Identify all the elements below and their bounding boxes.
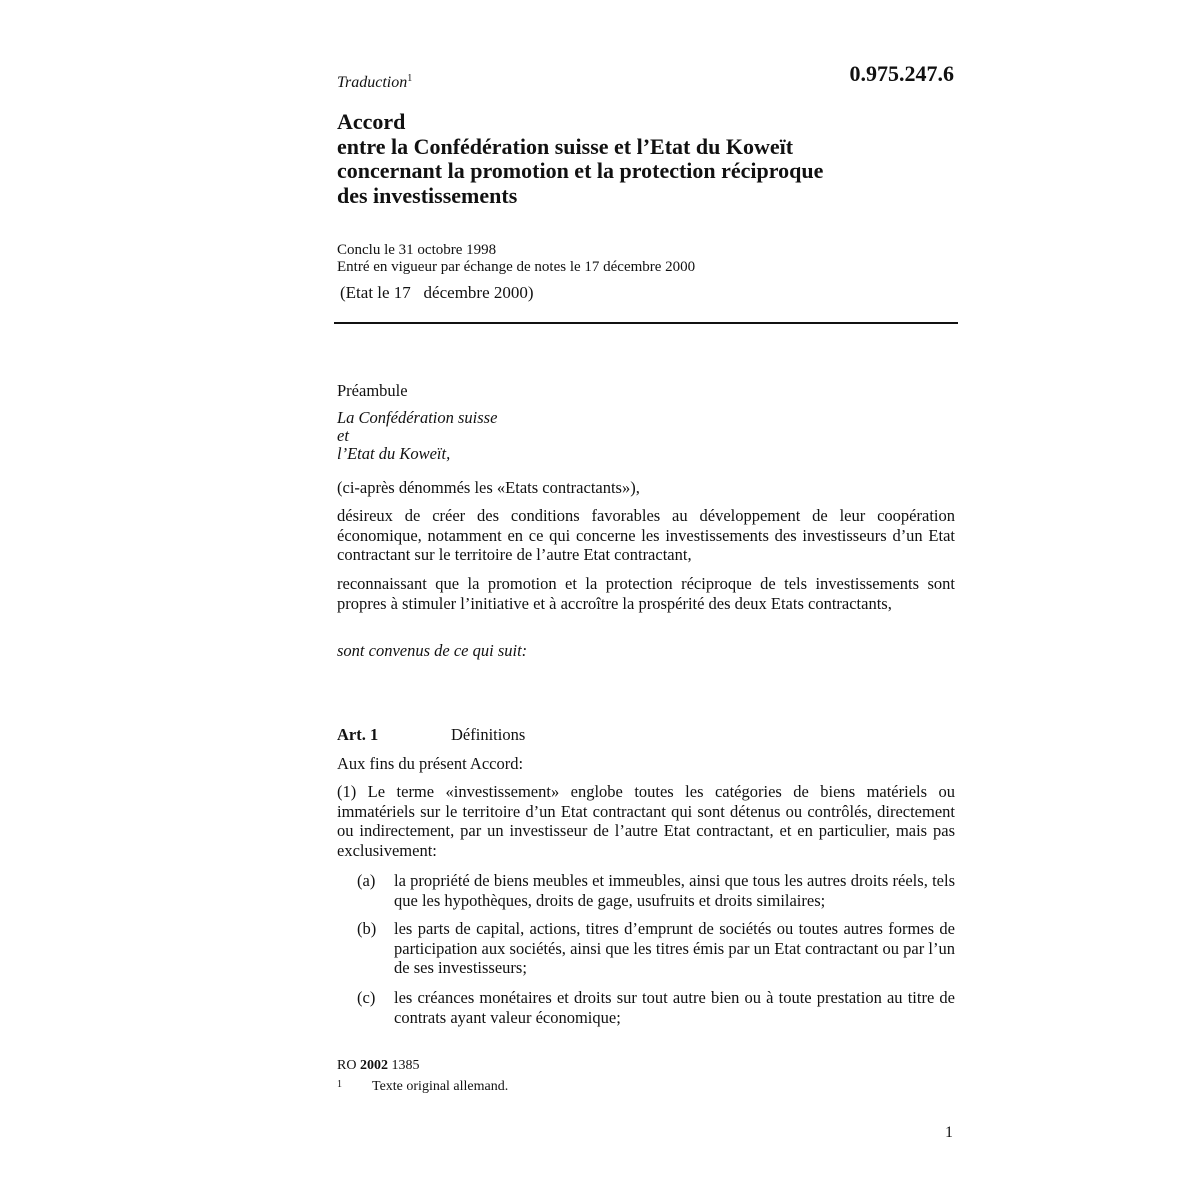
footnote-number: 1 [337, 1079, 342, 1090]
ro-year: 2002 [359, 1058, 388, 1073]
concluded-date: Conclu le 31 octobre 1998 [337, 242, 497, 258]
title-line-4: des investissements [337, 182, 518, 208]
list-item-text: la propriété de biens meubles et immeubles, ainsi que tous les autres droits réels, tels que les hypothèques, droits de gage, usufruits et droits similaires; [394, 871, 955, 910]
page-number: 1 [945, 1124, 953, 1141]
official-compilation-reference [337, 1058, 419, 1074]
preamble-naming: (ci-après dénommés les «Etats contractants»), [337, 478, 640, 497]
ro-prefix: RO [337, 1058, 357, 1073]
list-item-text: les créances monétaires et droits sur tout autre bien ou à toute prestation au titre de contrats ayant valeur économique; [394, 988, 955, 1027]
translation-label [337, 74, 412, 92]
preamble-paragraph-1: désireux de créer des conditions favorables au développement de leur coopération économique, notamment en ce qui concerne les investissements des investisseurs d’un Etat contractant sur le territoire de l’autre Etat contractant, [337, 506, 955, 564]
footnote-reference[interactable]: 1 [407, 73, 413, 84]
title-line-3: concernant la promotion et la protection réciproque [337, 158, 824, 183]
footnote [337, 1079, 509, 1095]
party-kuwait: l’Etat du Koweït, [337, 444, 451, 463]
title-line-1: Accord [337, 109, 406, 134]
article-number: Art. 1 [337, 725, 379, 744]
header-divider [334, 322, 958, 324]
document-meta [337, 242, 695, 276]
state-date: (Etat le 17 décembre 2000) [340, 283, 534, 302]
preamble-heading: Préambule [337, 381, 408, 400]
title-line-2: entre la Confédération suisse et l’Etat du Koweït [337, 133, 794, 159]
article-title: Définitions [451, 725, 526, 744]
list-item-label: (c) [357, 988, 376, 1007]
preamble-parties [337, 409, 955, 463]
article-paragraph-1: (1) Le terme «investissement» englobe toutes les catégories de biens matériels ou immatériels sur le territoire d’un Etat contractant qui sont détenus ou contrôlés, directement ou indirectement, par un investisseur de l’autre Etat contractant, et en particulier, mais pas exclusivement: [337, 782, 955, 860]
translation-text: Traduction [337, 74, 408, 91]
list-item-label: (a) [357, 871, 376, 890]
list-item-label: (b) [357, 919, 377, 938]
party-conjunction: et [337, 426, 349, 445]
preamble-paragraph-2: reconnaissant que la promotion et la protection réciproque de tels investissements sont propres à stimuler l’initiative et à accroître la prospérité des deux Etats contractants, [337, 574, 955, 613]
entry-into-force: Entré en vigueur par échange de notes le 17 décembre 2000 [337, 259, 696, 275]
ro-page: 1385 [391, 1058, 420, 1073]
document-number: 0.975.247.6 [849, 61, 954, 86]
party-switzerland: La Confédération suisse [337, 408, 498, 427]
preamble-conclusion: sont convenus de ce qui suit: [337, 641, 528, 660]
footnote-text: Texte original allemand. [372, 1079, 509, 1094]
list-item-text: les parts de capital, actions, titres d’emprunt de sociétés ou toutes autres formes de participation aux sociétés, ainsi que les titres émis par un Etat contractant ou par l’un de ses investisseurs; [394, 919, 955, 977]
document-title [337, 110, 937, 208]
article-intro: Aux fins du présent Accord: [337, 754, 524, 773]
